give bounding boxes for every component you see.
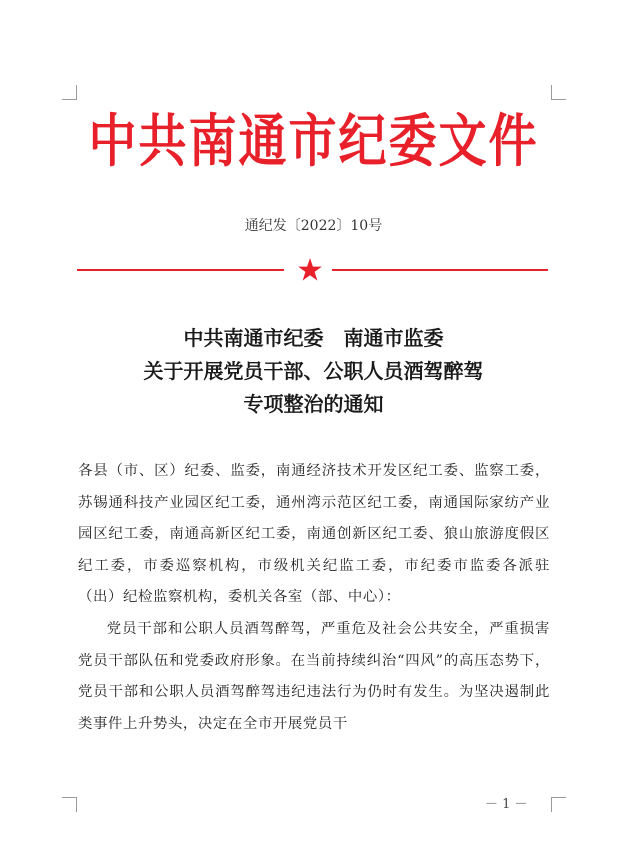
red-rule-right (332, 269, 548, 271)
document-body (78, 456, 550, 740)
document-number: 通纪发〔2022〕10号 (244, 218, 383, 234)
addressees-paragraph: 各县（市、区）纪委、监委，南通经济技术开发区纪工委、监察工委，苏锡通科技产业园区纪工委，通州湾示范区纪工委，南通国际家纺产业园区纪工委，南通高新区纪工委，南通创新区纪工委、狼山旅游度假区纪工委，市委巡察机构，市级机关纪监工委，市纪委市监委各派驻（出）纪检监察机构，委机关各室（部、中心）： (78, 463, 550, 606)
notice-title-line-2: 关于开展党员干部、公职人员酒驾醉驾 (143, 359, 484, 383)
star-icon (296, 256, 324, 284)
red-rule-left (77, 269, 284, 271)
notice-title-line-1: 中共南通市纪委 南通市监委 (183, 326, 444, 350)
crop-mark-top-left (62, 85, 77, 100)
crop-mark-bottom-right (551, 797, 566, 812)
crop-mark-bottom-left (62, 797, 77, 812)
document-header-title: 中共南通市纪委文件 (88, 108, 539, 175)
notice-title-line-3: 专项整治的通知 (243, 392, 384, 416)
body-paragraph: 党员干部和公职人员酒驾醉驾，严重危及社会公共安全，严重损害党员干部队伍和党委政府形象。在当前持续纠治“四风”的高压态势下，党员干部和公职人员酒驾醉驾违纪违法行为仍时有发生。为坚决遏制此类事件上升势头，决定在全市开展党员干 (78, 620, 550, 732)
page-number: － 1 － (485, 797, 528, 812)
crop-mark-top-right (551, 85, 566, 100)
